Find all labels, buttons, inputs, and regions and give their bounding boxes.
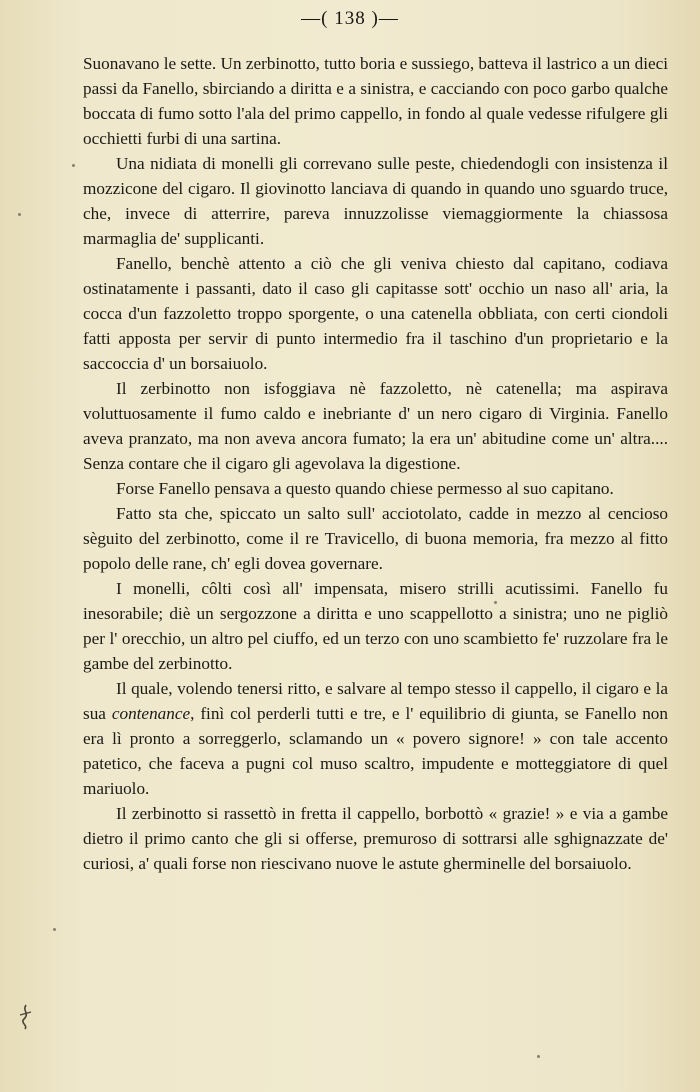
paragraph-8-start: Il quale, volendo tenersi ritto, e salvare al tempo stesso il cappello, il cigaro e la sua [83, 679, 668, 723]
margin-flourish-mark [16, 1003, 36, 1031]
paragraph-8 [83, 676, 668, 801]
body-text [83, 51, 668, 876]
paragraph-4: Il zerbinotto non isfoggiava nè fazzoletto, nè catenella; ma aspirava voluttuosamente il fumo caldo e inebriante d' un nero cigaro di Virginia. Fanello aveva pranzato, ma non aveva ancora fumato; la era un' abitudine come un' altra.... Senza contare che il cigaro gli agevolava la digestione. [83, 379, 668, 473]
italic-word: contenance [111, 704, 191, 723]
paragraph-8-end: , finì col perderli tutti e tre, e l' equilibrio di giunta, se Fanello non era lì pronto a sorreggerlo, sclamando un « povero signore! » con tale accento patetico, che faceva a pugni col muso scaltro, impudente e motteggiatore di quel mariuolo. [83, 704, 668, 798]
paragraph-5: Forse Fanello pensava a questo quando chiese permesso al suo capitano. [116, 479, 614, 498]
margin-speck [494, 601, 497, 604]
margin-speck [537, 1055, 540, 1058]
margin-speck [53, 928, 56, 931]
paragraph-7: I monelli, côlti così all' impensata, misero strilli acutissimi. Fanello fu inesorabile; diè un sergozzone a diritta e uno scappellotto a sinistra; uno ne pigliò per l' orecchio, un altro pel ciuffo, ed un terzo con uno scambietto fe' ruzzolare fra le gambe del zerbinotto. [83, 579, 668, 673]
paragraph-6: Fatto sta che, spiccato un salto sull' acciotolato, cadde in mezzo al cencioso sèguito del zerbinotto, come il re Travicello, di buona memoria, fra mezzo al fitto popolo delle rane, ch' egli dovea governare. [83, 504, 668, 573]
paragraph-2: Una nidiata di monelli gli correvano sulle peste, chiedendogli con insistenza il mozzicone del cigaro. Il giovinotto lanciava di quando in quando uno sguardo truce, che, invece di atterrire, pareva innuzzolisse viemaggiormente la chiassosa marmaglia de' supplicanti. [83, 154, 668, 248]
paragraph-1: Suonavano le sette. Un zerbinotto, tutto boria e sussiego, batteva il lastrico a un dieci passi da Fanello, sbirciando a diritta e a sinistra, e cacciando con poco garbo qualche boccata di fumo sotto l'ala del primo cappello, in fondo al quale vedesse rifulgere gli occhietti furbi di una sartina. [83, 54, 668, 148]
page-number: —( 138 )— [301, 8, 399, 29]
margin-speck [18, 213, 21, 216]
margin-speck [72, 164, 75, 167]
paragraph-9: Il zerbinotto si rassettò in fretta il cappello, borbottò « grazie! » e via a gambe dietro il primo canto che gli si offerse, premuroso di sottrarsi alle sghignazzate de' curiosi, a' quali forse non riescivano nuove le astute gherminelle del borsaiuolo. [83, 804, 668, 873]
paragraph-3: Fanello, benchè attento a ciò che gli veniva chiesto dal capitano, codiava ostinatamente i passanti, dato il caso gli capitasse sott' occhio un naso all' aria, la cocca d'un fazzoletto troppo sporgente, o una catenella obbliata, con certi ciondoli fatti apposta per servir di punto intermedio fra il taschino d'un proprietario e la saccoccia d' un borsaiuolo. [83, 254, 668, 373]
